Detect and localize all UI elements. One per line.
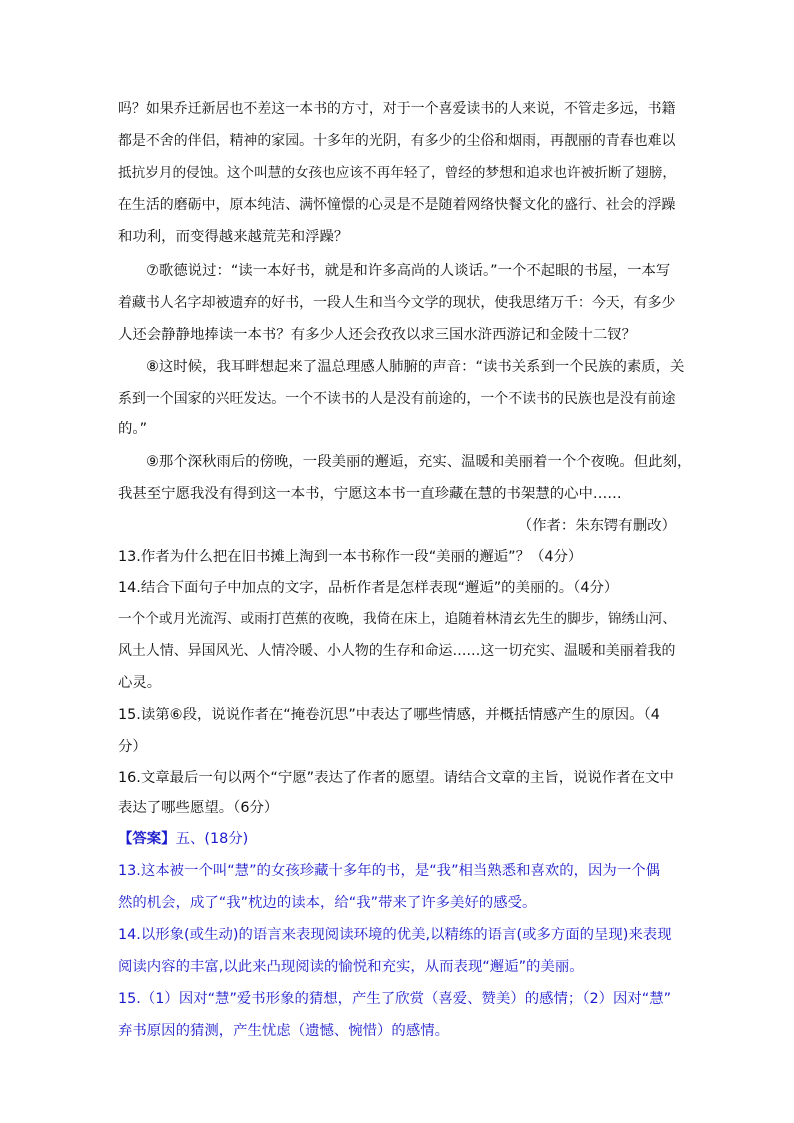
question-14-quote: 心灵。 bbox=[118, 675, 162, 691]
passage-line: 和功利，而变得越来越荒芜和浮躁？ bbox=[118, 229, 349, 245]
question-16: 表达了哪些愿望。（6分） bbox=[118, 800, 279, 816]
passage-line: ⑧这时候，我耳畔想起来了温总理感人肺腑的声音：“读书关系到一个民族的素质，关 bbox=[146, 359, 685, 375]
passage-line: 我甚至宁愿我没有得到这一本书，宁愿这本书一直珍藏在慧的书架慧的心中…… bbox=[118, 486, 622, 502]
answer-15: 15.（1）因对“慧”爱书形象的猜想，产生了欣赏（喜爱、赞美）的感情；（2）因对“慧” bbox=[118, 991, 672, 1007]
passage-line: 吗？如果乔迁新居也不差这一本书的方寸，对于一个喜爱读书的人来说，不管走多远，书籍 bbox=[118, 101, 676, 117]
question-13: 13.作者为什么把在旧书摊上淘到一本书称作一段“美丽的邂逅”？（4分） bbox=[118, 549, 583, 565]
answer-heading bbox=[118, 829, 248, 849]
passage-line: 系到一个国家的兴旺发达。一个不读书的人是没有前途的，一个不读书的民族也是没有前途 bbox=[118, 391, 676, 407]
passage-line: ⑦歌德说过：“读一本好书，就是和许多高尚的人谈话。”一个不起眼的书屋，一本写 bbox=[146, 263, 671, 279]
answer-14: 阅读内容的丰富,以此来凸现阅读的愉悦和充实，从而表现“邂逅”的美丽。 bbox=[118, 959, 584, 975]
answer-15: 弃书原因的猜测，产生忧虑（遗憾、惋惜）的感情。 bbox=[118, 1023, 449, 1039]
answer-13: 13.这本被一个叫“慧”的女孩珍藏十多年的书，是“我”相当熟悉和喜欢的，因为一个偶 bbox=[118, 863, 660, 879]
question-14-quote: 一个个或月光流泻、或雨打芭蕉的夜晚，我倚在床上，追随着林清玄先生的脚步，锦绣山河、 bbox=[118, 611, 676, 627]
question-14-quote: 风土人情、异国风光、人情冷暖、小人物的生存和命运……这一切充实、温暖和美丽着我的 bbox=[118, 643, 676, 659]
answer-tag: 【答案】 bbox=[118, 831, 176, 847]
answer-14: 14.以形象(或生动)的语言来表现阅读环境的优美,以精练的语言(或多方面的呈现)来表现 bbox=[118, 927, 672, 943]
passage-line: 都是不舍的伴侣，精神的家园。十多年的光阴，有多少的尘俗和烟雨，再靓丽的青春也难以 bbox=[118, 133, 676, 149]
passage-line: ⑨那个深秋雨后的傍晚，一段美丽的邂逅，充实、温暖和美丽着一个个夜晚。但此刻， bbox=[146, 454, 692, 470]
passage-line: 着藏书人名字却被遗弃的好书，一段人生和当今文学的现状，使我思绪万千：今天，有多少 bbox=[118, 295, 676, 311]
question-16: 16.文章最后一句以两个“宁愿”表达了作者的愿望。请结合文章的主旨，说说作者在文中 bbox=[118, 770, 674, 786]
passage-line: 的。” bbox=[118, 421, 148, 437]
question-15: 分） bbox=[118, 739, 147, 755]
passage-source: （作者：朱东锷有删改） bbox=[517, 518, 676, 534]
question-14: 14.结合下面句子中加点的文字，品析作者是怎样表现“邂逅”的美丽的。（4分） bbox=[118, 580, 619, 596]
question-15: 15.读第⑥段，说说作者在“掩卷沉思”中表达了哪些情感，并概括情感产生的原因。（4 bbox=[118, 707, 660, 723]
answer-section: 五、(18分) bbox=[175, 831, 249, 847]
passage-line: 在生活的磨砺中，原本纯洁、满怀憧憬的心灵是不是随着网络快餐文化的盛行、社会的浮躁 bbox=[118, 197, 676, 213]
answer-13: 然的机会，成了“我”枕边的读本，给“我”带来了许多美好的感受。 bbox=[118, 895, 537, 911]
passage-line: 抵抗岁月的侵蚀。这个叫慧的女孩也应该不再年轻了，曾经的梦想和追求也许被折断了翅膀， bbox=[118, 165, 676, 181]
passage-line: 人还会静静地捧读一本书？有多少人还会孜孜以求三国水浒西游记和金陵十二钗？ bbox=[118, 327, 637, 343]
